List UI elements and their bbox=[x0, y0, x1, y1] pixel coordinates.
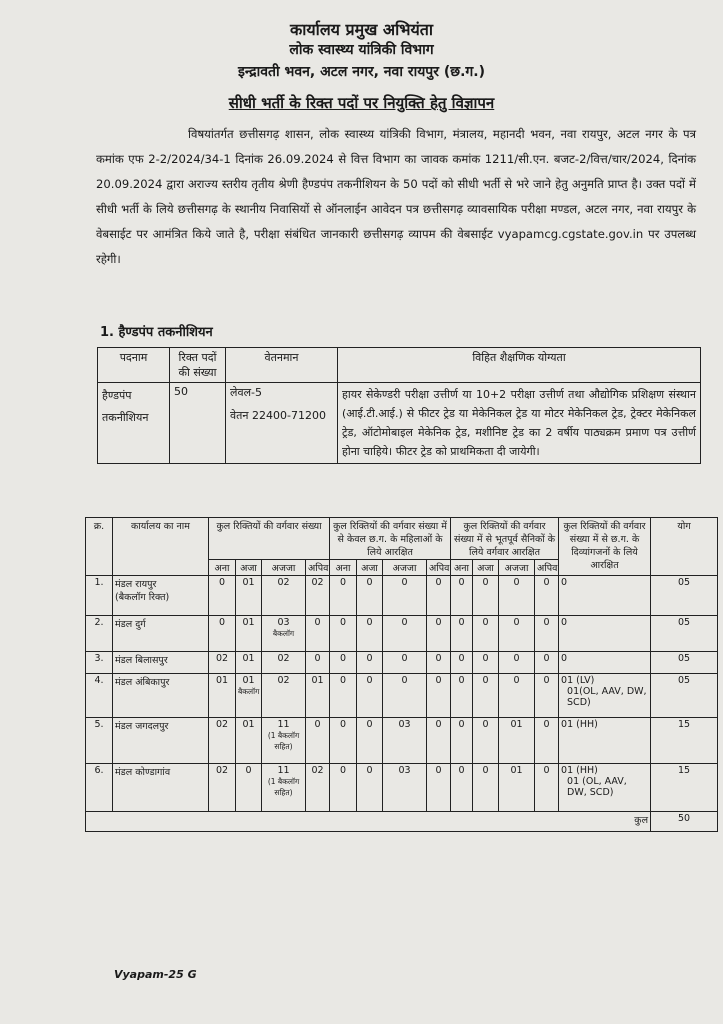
cell-exsm-0: 0 bbox=[451, 674, 473, 718]
table-row bbox=[86, 718, 718, 764]
cell-women-3: 0 bbox=[427, 674, 451, 718]
cell-total-3 bbox=[306, 576, 330, 616]
col-header-sno: क्र. bbox=[86, 518, 113, 576]
office-name: कार्यालय प्रमुख अभियंता bbox=[289, 20, 434, 39]
cell-exsm-3: 0 bbox=[535, 576, 559, 616]
cell-total-3 bbox=[306, 616, 330, 652]
cell-exsm-1: 0 bbox=[473, 718, 499, 764]
cell-total-3 bbox=[306, 718, 330, 764]
category-header: अना bbox=[209, 560, 236, 576]
cell-total-0 bbox=[209, 616, 236, 652]
vacancy-distribution-table bbox=[85, 517, 718, 832]
cell-row-total: 15 bbox=[651, 718, 718, 764]
row-office bbox=[113, 576, 209, 616]
cell-value: 11 bbox=[277, 719, 290, 730]
cell-total-3 bbox=[306, 764, 330, 812]
cell-value: 02 bbox=[215, 765, 229, 776]
divyang-value: 0 bbox=[561, 653, 568, 664]
cell-total-2 bbox=[262, 764, 306, 812]
row-office bbox=[113, 616, 209, 652]
cell-total-1 bbox=[236, 616, 262, 652]
post-details-table bbox=[97, 347, 701, 464]
cell-value: 0 bbox=[314, 719, 321, 730]
office-name: मंडल अंबिकापुर bbox=[115, 677, 170, 688]
category-header: अजा bbox=[473, 560, 499, 576]
office-note: (बैकलॉग रिक्त) bbox=[115, 592, 170, 603]
cell-value: 11 bbox=[277, 765, 290, 776]
cell-women-3: 0 bbox=[427, 764, 451, 812]
cell-value: 0 bbox=[245, 765, 252, 776]
col-header-post: पदनाम bbox=[98, 348, 170, 383]
cell-value: 02 bbox=[215, 719, 229, 730]
post-count: 50 bbox=[170, 383, 226, 464]
cell-women-0: 0 bbox=[330, 576, 357, 616]
intro-paragraph: विषयांतर्गत छत्तीसगढ़ शासन, लोक स्वास्थ्य यांत्रिकी विभाग, मंत्रालय, महानदी भवन, नवा रायपुर, अटल नगर के पत्र कमांक एफ 2-2/2024/34-1 दिनांक 26.09.2024 से वित्त विभाग का जावक कमांक 1211/सी.एन. बजट-2/वित्त/चार/2024, दिनांक 20.09.2024 द्वारा अराज्य स्तरीय तृतीय श्रेणी हैण्डपंप तकनीशियन के 50 पदों को सीधी भर्ती से भरे जाने हेतु अनुमति प्राप्त है। उक्त पदों में सीधी भर्ती के लिये छत्तीसगढ़ के स्थानीय निवासियों से ऑनलाईन आवेदन पत्र छत्तीसगढ़ व्यावसायिक परीक्षा मण्डल, अटल नगर, नवा रायपुर के वेबसाईट पर आमंत्रित किये जाते है, परीक्षा संबंधित जानकारी छत्तीसगढ़ व्यापम की वेबसाईट vyapamcg.cgstate.gov.in पर उपलब्ध रहेगी। bbox=[96, 127, 696, 266]
qualification-text: हायर सेकेण्डरी परीक्षा उत्तीर्ण या 10+2 परीक्षा उत्तीर्ण तथा औद्योगिक प्रशिक्षण संस्थान (आई.टी.आई.) से फीटर ट्रेड या मेकेनिकल ट्रेड या मोटर मेकेनिकल ट्रेड, ट्रेक्टर मेकेनिकल ट्रेड, ऑटोमोबाइल मेकेनिक ट्रेड, मशीनिष्ट ट्रेड का 2 वर्षीय पाठ्यक्रम प्रमाण पत्र उत्तीर्ण होना चाहिये। फीटर ट्रेड को प्राथमिकता दी जायेगी। bbox=[338, 383, 701, 464]
office-name: मंडल कोण्डागांव bbox=[115, 767, 171, 778]
col-header-divyang: कुल रिक्तियों की वर्गवार संख्या में से छ.ग. के दिव्यांगजनों के लिये आरक्षित bbox=[559, 518, 651, 576]
office-name: मंडल बिलासपुर bbox=[115, 655, 168, 666]
cell-exsm-0: 0 bbox=[451, 616, 473, 652]
cell-total-1 bbox=[236, 652, 262, 674]
row-office bbox=[113, 652, 209, 674]
cell-exsm-0: 0 bbox=[451, 718, 473, 764]
category-header: अजा bbox=[357, 560, 383, 576]
cell-total-2 bbox=[262, 652, 306, 674]
category-header: अना bbox=[330, 560, 357, 576]
divyang-value: 01 (LV) bbox=[561, 675, 595, 686]
table-row bbox=[86, 616, 718, 652]
cell-value: 01 bbox=[242, 675, 255, 686]
cell-total-3 bbox=[306, 674, 330, 718]
office-address: इन्द्रावती भवन, अटल नगर, नवा रायपुर (छ.ग.) bbox=[237, 64, 485, 80]
col-header-ex-servicemen: कुल रिक्तियों की वर्गवार संख्या में से भूतपूर्व सैनिकों के लिये वर्गवार आरक्षित bbox=[451, 518, 559, 560]
cell-total-2 bbox=[262, 674, 306, 718]
cell-women-0: 0 bbox=[330, 764, 357, 812]
cell-value: 01 bbox=[311, 675, 324, 686]
cell-exsm-0: 0 bbox=[451, 652, 473, 674]
cell-divyang bbox=[559, 576, 651, 616]
cell-exsm-2: 01 bbox=[499, 764, 535, 812]
cell-women-3: 0 bbox=[427, 576, 451, 616]
department-name: लोक स्वास्थ्य यांत्रिकी विभाग bbox=[289, 42, 434, 58]
cell-women-0: 0 bbox=[330, 652, 357, 674]
cell-women-2: 0 bbox=[383, 674, 427, 718]
cell-women-3: 0 bbox=[427, 718, 451, 764]
category-header: अपिव bbox=[535, 560, 559, 576]
cell-value: 02 bbox=[277, 577, 290, 588]
cell-value: 01 bbox=[242, 577, 255, 588]
row-office bbox=[113, 718, 209, 764]
row-office bbox=[113, 674, 209, 718]
cell-divyang bbox=[559, 764, 651, 812]
cell-women-1: 0 bbox=[357, 616, 383, 652]
cell-exsm-1: 0 bbox=[473, 616, 499, 652]
cell-total-1 bbox=[236, 764, 262, 812]
cell-total-1 bbox=[236, 674, 262, 718]
cell-women-0: 0 bbox=[330, 718, 357, 764]
cell-row-total: 15 bbox=[651, 764, 718, 812]
cell-value: 0 bbox=[218, 577, 226, 588]
category-header: अजजा bbox=[383, 560, 427, 576]
cell-value: 02 bbox=[311, 577, 324, 588]
col-header-total: योग bbox=[651, 518, 718, 576]
cell-total-0 bbox=[209, 718, 236, 764]
cell-women-3: 0 bbox=[427, 652, 451, 674]
cell-total-2 bbox=[262, 616, 306, 652]
cell-exsm-0: 0 bbox=[451, 764, 473, 812]
cell-women-2: 0 bbox=[383, 576, 427, 616]
cell-exsm-2: 01 bbox=[499, 718, 535, 764]
cell-women-1: 0 bbox=[357, 652, 383, 674]
row-sno: 6. bbox=[86, 764, 113, 812]
office-name: मंडल रायपुर bbox=[115, 579, 157, 590]
category-header: अना bbox=[451, 560, 473, 576]
cell-exsm-3: 0 bbox=[535, 718, 559, 764]
office-name: मंडल जगदलपुर bbox=[115, 721, 169, 732]
cell-exsm-3: 0 bbox=[535, 616, 559, 652]
total-label: कुल bbox=[86, 812, 651, 832]
col-header-women-reserved: कुल रिक्तियों की वर्गवार संख्या में से केवल छ.ग. के महिलाओं के लिये आरक्षित bbox=[330, 518, 451, 560]
backlog-note: बैकलॉग bbox=[238, 687, 260, 696]
row-office bbox=[113, 764, 209, 812]
cell-women-0: 0 bbox=[330, 616, 357, 652]
col-header-qualification: विहित शैक्षणिक योग्यता bbox=[338, 348, 701, 383]
cell-total-3 bbox=[306, 652, 330, 674]
col-header-office: कार्यालय का नाम bbox=[113, 518, 209, 576]
cell-exsm-2: 0 bbox=[499, 674, 535, 718]
cell-exsm-1: 0 bbox=[473, 652, 499, 674]
row-sno: 4. bbox=[86, 674, 113, 718]
divyang-value: 01 (HH) bbox=[561, 719, 598, 730]
cell-value: 0 bbox=[314, 653, 321, 664]
cell-exsm-2: 0 bbox=[499, 652, 535, 674]
post-name: हैण्डपंप तकनीशियन bbox=[98, 383, 170, 464]
cell-exsm-1: 0 bbox=[473, 674, 499, 718]
cell-exsm-3: 0 bbox=[535, 674, 559, 718]
cell-divyang bbox=[559, 674, 651, 718]
cell-value: 0 bbox=[218, 617, 226, 628]
cell-value: 02 bbox=[311, 765, 324, 776]
cell-total-2 bbox=[262, 718, 306, 764]
cell-divyang bbox=[559, 718, 651, 764]
cell-value: 03 bbox=[277, 617, 290, 628]
divyang-detail: 01 (OL, AAV, DW, SCD) bbox=[567, 776, 627, 798]
cell-total-1 bbox=[236, 718, 262, 764]
category-header: अपिव bbox=[306, 560, 330, 576]
cell-total-1 bbox=[236, 576, 262, 616]
cell-value: 02 bbox=[277, 653, 290, 664]
cell-women-0: 0 bbox=[330, 674, 357, 718]
divyang-value: 01 (HH) bbox=[561, 765, 598, 776]
col-header-total-category: कुल रिक्तियों की वर्गवार संख्या bbox=[209, 518, 330, 560]
table-row bbox=[86, 764, 718, 812]
backlog-note: (1 बैकलॉग सहित) bbox=[267, 731, 300, 751]
cell-women-1: 0 bbox=[357, 718, 383, 764]
cell-total-2 bbox=[262, 576, 306, 616]
cell-women-2: 0 bbox=[383, 616, 427, 652]
cell-exsm-3: 0 bbox=[535, 764, 559, 812]
category-header: अजजा bbox=[499, 560, 535, 576]
cell-women-2: 0 bbox=[383, 652, 427, 674]
table-row bbox=[86, 674, 718, 718]
cell-total-0 bbox=[209, 576, 236, 616]
cell-exsm-1: 0 bbox=[473, 764, 499, 812]
cell-value: 02 bbox=[215, 653, 229, 664]
row-sno: 1. bbox=[86, 576, 113, 616]
row-sno: 5. bbox=[86, 718, 113, 764]
row-sno: 2. bbox=[86, 616, 113, 652]
category-header: अपिव bbox=[427, 560, 451, 576]
cell-row-total: 05 bbox=[651, 616, 718, 652]
cell-women-3: 0 bbox=[427, 616, 451, 652]
total-value: 50 bbox=[651, 812, 718, 832]
office-name: मंडल दुर्ग bbox=[115, 619, 146, 630]
cell-exsm-3: 0 bbox=[535, 652, 559, 674]
cell-women-2: 03 bbox=[383, 764, 427, 812]
cell-women-1: 0 bbox=[357, 674, 383, 718]
total-row bbox=[86, 812, 718, 832]
pay-range: वेतन 22400-71200 bbox=[230, 409, 326, 422]
divyang-value: 0 bbox=[561, 577, 568, 588]
cell-exsm-1: 0 bbox=[473, 576, 499, 616]
cell-women-1: 0 bbox=[357, 764, 383, 812]
table-row bbox=[86, 576, 718, 616]
backlog-note: बैकलॉग bbox=[272, 629, 295, 638]
cell-divyang bbox=[559, 616, 651, 652]
cell-total-0 bbox=[209, 652, 236, 674]
pay-level: लेवल-5 bbox=[230, 386, 262, 399]
section-title: 1. हैण्डपंप तकनीशियन bbox=[100, 325, 213, 340]
cell-row-total: 05 bbox=[651, 576, 718, 616]
backlog-note: (1 बैकलॉग सहित) bbox=[267, 777, 300, 797]
col-header-pay: वेतनमान bbox=[226, 348, 338, 383]
table-row bbox=[86, 652, 718, 674]
row-sno: 3. bbox=[86, 652, 113, 674]
footer-code: Vyapam-25 G bbox=[114, 968, 197, 981]
category-header: अजजा bbox=[262, 560, 306, 576]
advertisement-title: सीधी भर्ती के रिक्त पदों पर नियुक्ति हेतु विज्ञापन bbox=[228, 94, 495, 112]
cell-exsm-2: 0 bbox=[499, 616, 535, 652]
cell-divyang bbox=[559, 652, 651, 674]
cell-value: 02 bbox=[277, 675, 290, 686]
cell-exsm-0: 0 bbox=[451, 576, 473, 616]
divyang-detail: 01(OL, AAV, DW, SCD) bbox=[567, 686, 647, 708]
cell-value: 01 bbox=[242, 617, 255, 628]
cell-value: 01 bbox=[242, 719, 255, 730]
category-header: अजा bbox=[236, 560, 262, 576]
cell-women-1: 0 bbox=[357, 576, 383, 616]
cell-value: 01 bbox=[242, 653, 255, 664]
divyang-value: 0 bbox=[561, 617, 568, 628]
cell-row-total: 05 bbox=[651, 652, 718, 674]
col-header-count: रिक्त पदों की संख्या bbox=[170, 348, 226, 383]
cell-total-0 bbox=[209, 764, 236, 812]
cell-women-2: 03 bbox=[383, 718, 427, 764]
cell-value: 01 bbox=[215, 675, 229, 686]
cell-value: 0 bbox=[314, 617, 321, 628]
cell-row-total: 05 bbox=[651, 674, 718, 718]
cell-exsm-2: 0 bbox=[499, 576, 535, 616]
cell-total-0 bbox=[209, 674, 236, 718]
pay-scale bbox=[226, 383, 338, 464]
